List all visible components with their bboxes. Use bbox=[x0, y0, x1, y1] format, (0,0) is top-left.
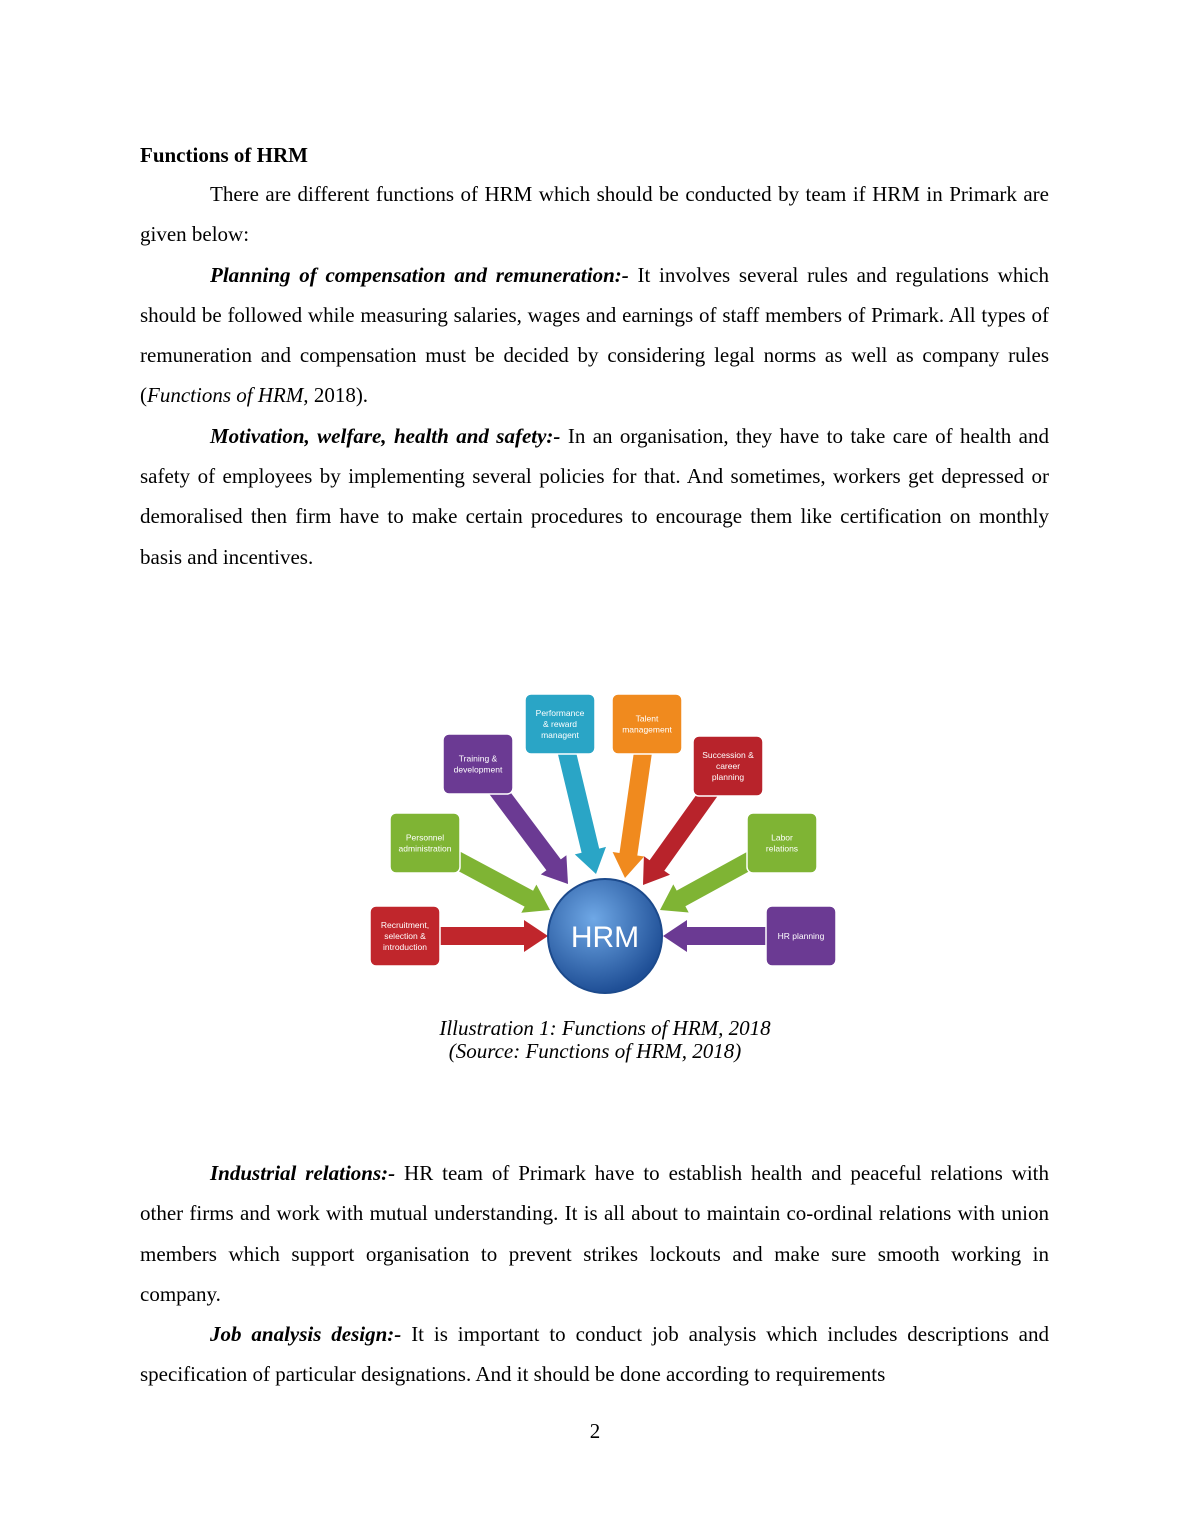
function-box-label: development bbox=[453, 764, 503, 775]
paragraph-motivation bbox=[140, 416, 1049, 577]
function-box-label: managent bbox=[541, 730, 579, 740]
function-box-label: relations bbox=[765, 843, 799, 854]
citation: Functions of HRM, bbox=[147, 383, 309, 408]
paragraph-text-end: 2018). bbox=[308, 383, 369, 408]
function-box-label: Labor bbox=[771, 832, 793, 843]
paragraph-lead: Planning of compensation and remuneration:- bbox=[210, 262, 629, 287]
function-box-label: Training & bbox=[458, 753, 498, 764]
function-box-label: Succession & bbox=[702, 750, 754, 760]
function-box-label: HR planning bbox=[777, 931, 825, 941]
paragraph-text: It is important to conduct job analysis which includes descriptions and specification of particular designations. And it should be done according to requirements bbox=[140, 1322, 1049, 1387]
paragraph-lead: Motivation, welfare, health and safety:- bbox=[210, 423, 561, 448]
bottom-text-block bbox=[140, 1153, 1049, 1395]
paragraph-compensation bbox=[140, 255, 1049, 416]
function-box-label: & reward bbox=[542, 719, 578, 729]
function-box-label: Talent bbox=[635, 713, 659, 724]
paragraph-industrial-relations bbox=[140, 1153, 1049, 1314]
function-box-label: career bbox=[715, 761, 741, 771]
function-box-label: administration bbox=[398, 843, 452, 854]
hrm-functions-diagram bbox=[360, 688, 850, 1004]
function-box-label: Performance bbox=[535, 708, 585, 718]
hrm-label: HRM bbox=[570, 921, 640, 954]
function-box-label: Recruitment, bbox=[380, 920, 430, 930]
paragraph-lead: Job analysis design:- bbox=[210, 1322, 402, 1347]
function-box-label: management bbox=[622, 724, 672, 735]
illustration-caption bbox=[360, 1004, 850, 1040]
function-box-label: planning bbox=[711, 772, 745, 782]
paragraph-text: In an organisation, they have to take care of health and safety of employees by implementing several policies for that. And sometimes, workers get depressed or demoralised then firm have to make certain procedures to encourage them like certification on monthly basis and incentives. bbox=[140, 423, 1049, 569]
caption-text: Illustration 1: Functions of HRM, 2018 bbox=[439, 1016, 771, 1040]
function-box-label: Personnel bbox=[405, 832, 445, 843]
paragraph-job-analysis bbox=[140, 1314, 1049, 1395]
intro-paragraph: There are different functions of HRM which should be conducted by team if HRM in Primark are given below: bbox=[140, 182, 1049, 247]
top-text-block bbox=[140, 174, 1049, 577]
paragraph-lead: Industrial relations:- bbox=[210, 1161, 396, 1185]
section-heading: Functions of HRM bbox=[140, 143, 308, 167]
function-box-label: introduction bbox=[383, 942, 427, 952]
page-number: 2 bbox=[589, 1419, 601, 1443]
paragraph-text: It involves several rules and regulations which should be followed while measuring salaries, wages and earnings of staff members of Primark. All types of remuneration and compensation must be decided by considering legal norms as well as company rules ( bbox=[140, 262, 1049, 408]
figure-source: (Source: Functions of HRM, 2018) bbox=[448, 1039, 742, 1063]
function-box-label: selection & bbox=[384, 931, 426, 941]
paragraph-text: HR team of Primark have to establish health and peaceful relations with other firms and work with mutual understanding. It is all about to maintain co-ordinal relations with union members which support organisation to prevent strikes lockouts and make sure smooth working in company. bbox=[140, 1161, 1049, 1306]
